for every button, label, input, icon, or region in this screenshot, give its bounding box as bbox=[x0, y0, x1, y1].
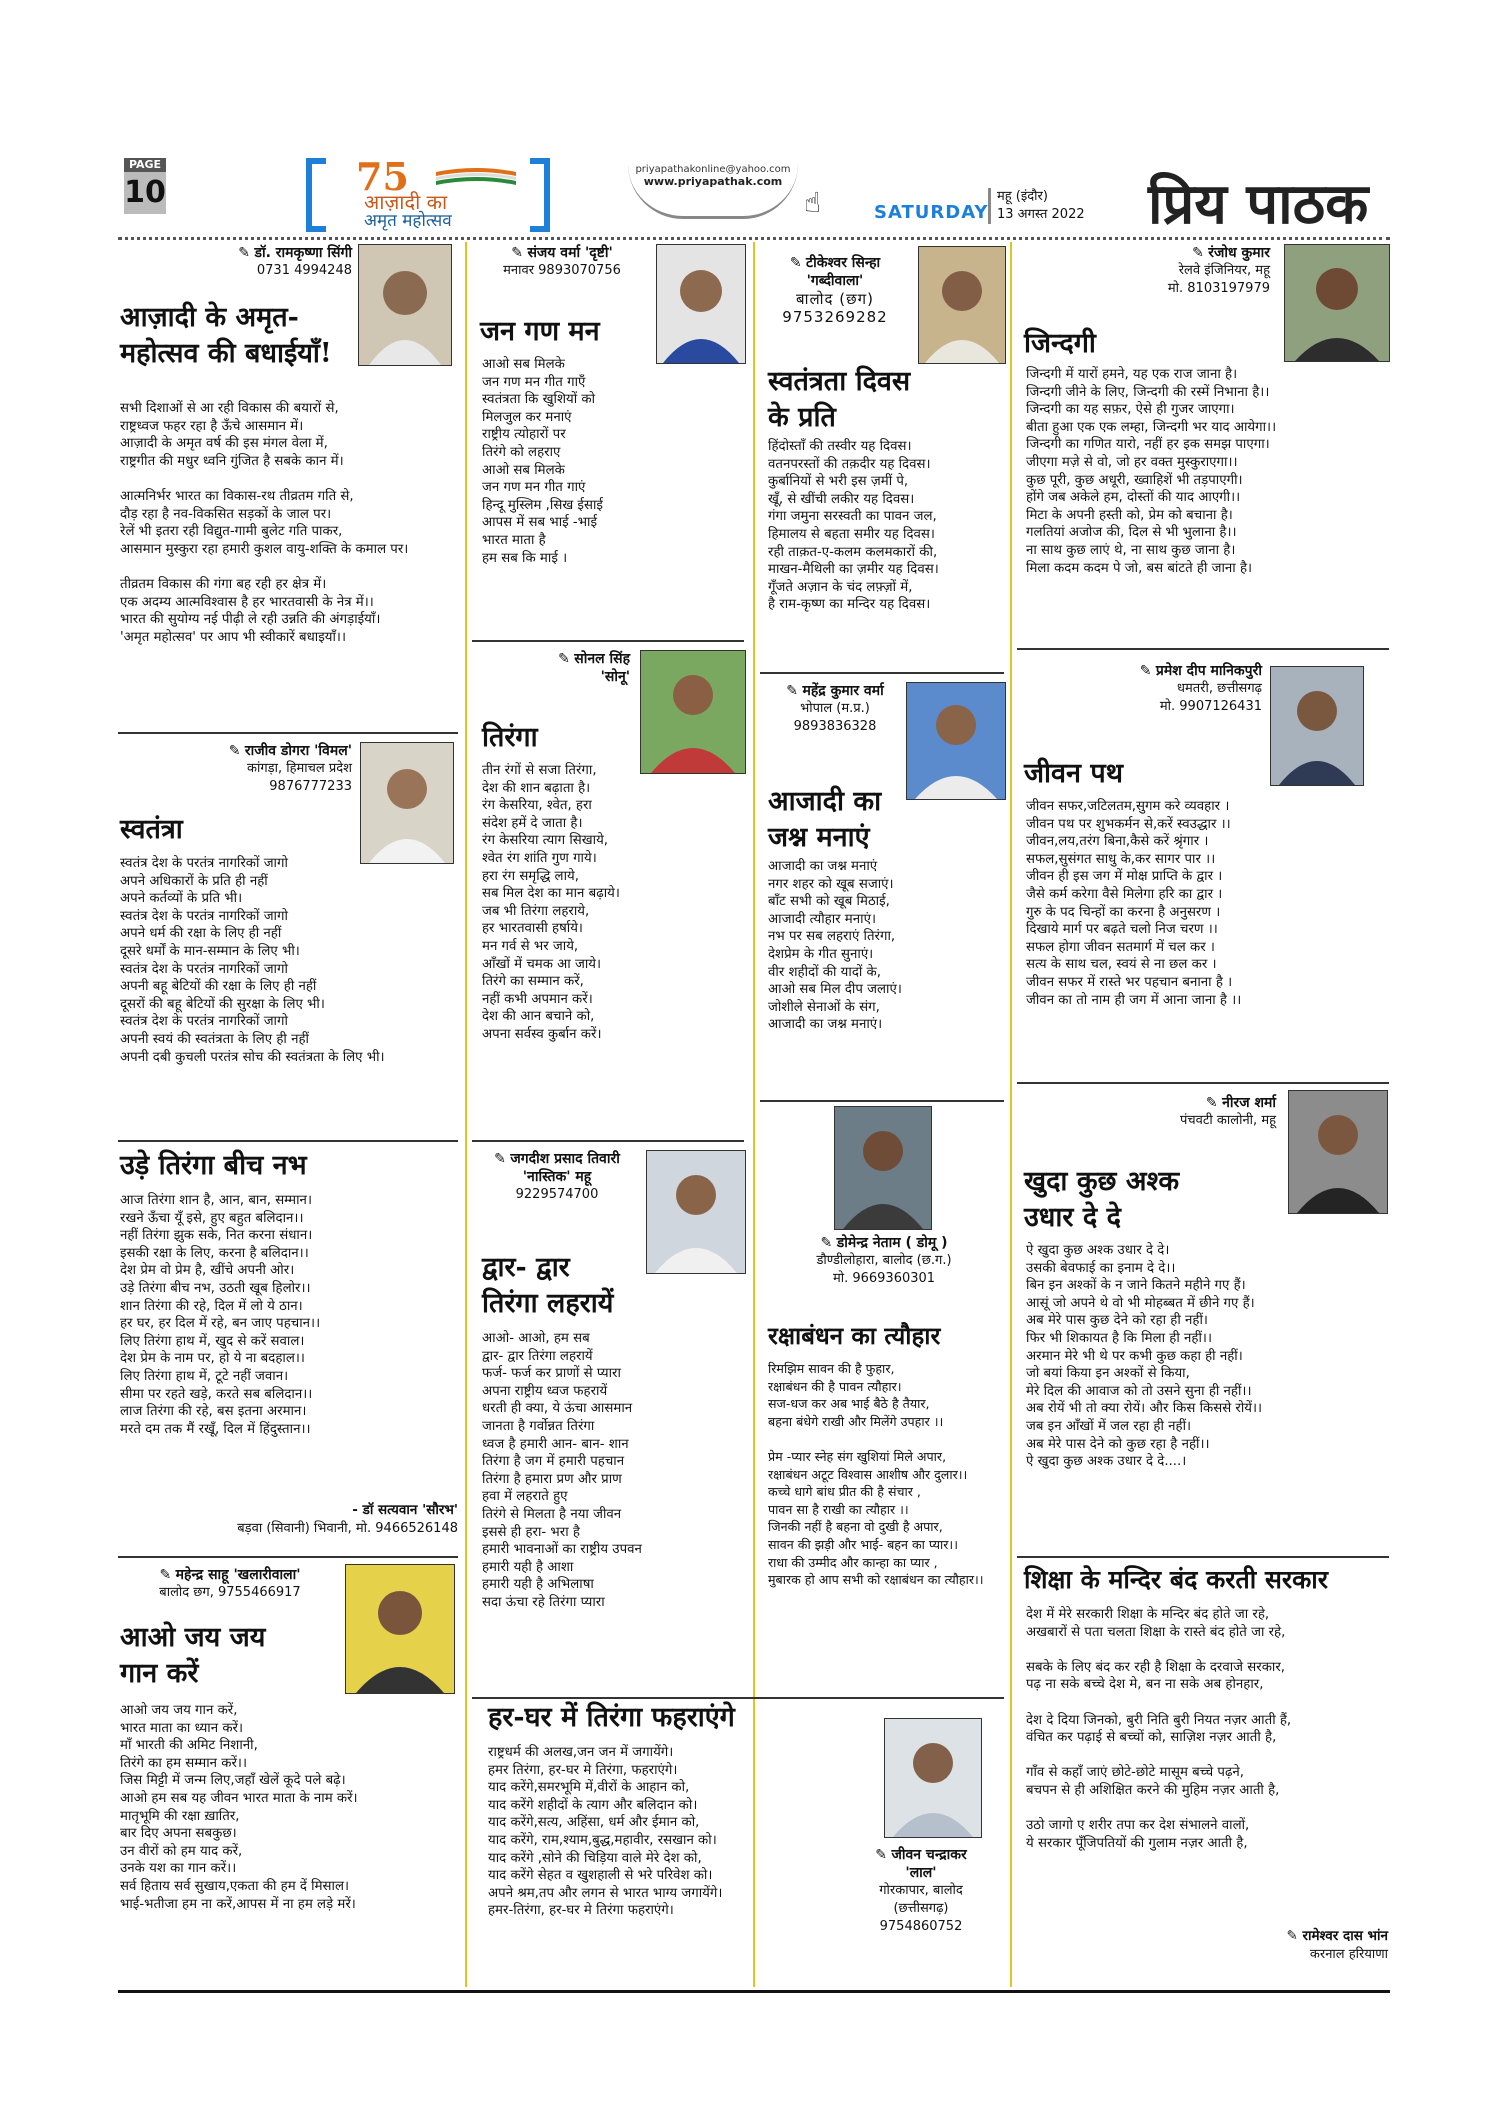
article-body: आओ जय जय गान करें, भारत माता का ध्यान करें। माँ भारती की अमिट निशानी, तिरंगे का हम सम्मान करें।। जिस मिट्टी में जन्म लिए,जहाँ खेलें कूदे पले बढ़े। आओ हम सब यह जीवन भारत माता के नाम करें। मातृभूमि की रक्षा ख़ातिर, बार दिए अपना सबकुछ। उन वीरों को हम याद करें, उनके यश का गान करें।। सर्व हिताय सर्व सुखाय,एकता की हम दें मिसाल। भाई-भतीजा हम ना करें,आपस में ना हम लड़े मरें। bbox=[120, 1703, 358, 1912]
article-title: उड़े तिरंगा बीच नभ bbox=[120, 1150, 307, 1181]
author-meta: डौण्डीलोहारा, बालोद (छ.ग.) मो. 9669360301 bbox=[816, 1253, 952, 1286]
article-author-block bbox=[1020, 244, 1270, 298]
article-title: हर-घर में तिरंगा फहराएंगे bbox=[488, 1702, 735, 1733]
pen-icon: ✎ bbox=[875, 1847, 892, 1863]
article-title: शिक्षा के मन्दिर बंद करती सरकार bbox=[1024, 1565, 1328, 1594]
page-number: 10 bbox=[124, 172, 166, 214]
author-name: डॉ. रामकृष्णा सिंगी bbox=[254, 245, 352, 261]
article-divider bbox=[1017, 1082, 1389, 1084]
portrait-placeholder-icon bbox=[1289, 1091, 1387, 1213]
article-title: आज़ादी के अमृत- महोत्सव की बधाईयाँ! bbox=[120, 302, 332, 369]
azadi-number: 75 bbox=[356, 154, 409, 199]
article-body: स्वतंत्र देश के परतंत्र नागरिकों जागो अपने अधिकारों के प्रति ही नहीं अपने कर्तव्यों के प्रति भी। स्वतंत्र देश के परतंत्र नागरिकों जागो अपने धर्म की रक्षा के लिए ही नहीं दूसरे धर्मों के मान-सम्मान के लिए भी। स्वतंत्र देश के परतंत्र नागरिकों जागो अपनी बहू बेटियों की रक्षा के लिए ही नहीं दूसरों की बहू बेटियों की सुरक्षा के लिए भी। स्वतंत्र देश के परतंत्र नागरिकों जागो अपनी स्वयं की स्वतंत्रता के लिए ही नहीं अपनी दबी कुचली परतंत्र सोच की स्वतंत्रता के लिए भी। bbox=[120, 856, 385, 1065]
article-body: आओ सब मिलके जन गण मन गीत गाएँ स्वतंत्रता कि खुशियों को मिलजुल कर मनाएं राष्ट्रीय त्योहारों पर तिरंगे को लहराए आओ सब मिलके जन गण मन गीत गाएं हिन्दू मुस्लिम ,सिख ईसाई आपस में सब भाई -भाई भारत माता है हम सब कि माई । bbox=[482, 357, 603, 566]
article-body: सभी दिशाओं से आ रही विकास की बयारों से, राष्ट्रध्वज फहर रहा है ऊँचे आसमान में। आज़ादी के अमृत वर्ष की इस मंगल वेला में, राष्ट्रगीत की मधुर ध्वनि गुंजित है सबके कान में। आत्मनिर्भर भारत का विकास-रथ तीव्रतम गति से, दौड़ रहा है नव-विकसित सड़कों के जाल पर। रेलें भी इतरा रही विद्युत-गामी बुलेट गति पाकर, आसमान मुस्कुरा रहा हमारी कुशल वायु-शक्ति के कमाल पर। तीव्रतम विकास की गंगा बह रही हर क्षेत्र में। एक अदम्य आत्मविश्वास है हर भारतवासी के नेत्र में।। भारत की सुयोग्य नई पीढ़ी ले रही उन्नति की अंगड़ाईयाँ। 'अमृत महोत्सव' पर आप भी स्वीकारें बधाइयाँ।। bbox=[120, 401, 409, 645]
page-label: PAGE bbox=[124, 158, 166, 172]
article-divider bbox=[1017, 648, 1389, 650]
page-bottom-rule bbox=[118, 1990, 1390, 1993]
author-photo bbox=[358, 244, 452, 366]
article-author-block bbox=[120, 1566, 340, 1602]
portrait-placeholder-icon bbox=[346, 1565, 454, 1693]
author-meta: बालोद छग, 9755466917 bbox=[159, 1585, 301, 1600]
portrait-placeholder-icon bbox=[1271, 667, 1363, 785]
author-name: जीवन चन्द्राकर 'लाल' bbox=[891, 1847, 967, 1881]
author-meta: मनावर 9893070756 bbox=[503, 263, 621, 278]
article-author-block bbox=[1022, 662, 1262, 716]
pointing-hand-icon: ☝ bbox=[804, 186, 822, 219]
article-title: स्वतंत्रा bbox=[120, 814, 183, 845]
pen-icon: ✎ bbox=[820, 1235, 837, 1251]
date-label: 13 अगस्त 2022 bbox=[997, 207, 1085, 222]
author-name: महेन्द्र साहू 'खलारीवाला' bbox=[175, 1567, 301, 1583]
author-name: रंजोध कुमार bbox=[1208, 245, 1270, 261]
author-photo bbox=[345, 1564, 455, 1694]
author-photo bbox=[1284, 244, 1390, 362]
author-meta: कांगड़ा, हिमाचल प्रदेश 9876777233 bbox=[246, 761, 352, 794]
azadi-line2: अमृत महोत्सव bbox=[364, 211, 452, 231]
author-name: डोमेन्द्र नेताम ( डोमू ) bbox=[836, 1235, 948, 1251]
dateline bbox=[988, 188, 1085, 224]
article-author-block bbox=[760, 254, 910, 326]
author-meta: 9229574700 bbox=[515, 1187, 599, 1202]
pen-icon: ✎ bbox=[494, 1151, 511, 1167]
author-name: सोनल सिंह 'सोनू' bbox=[574, 651, 630, 685]
article-title: आओ जय जय गान करें bbox=[120, 1622, 266, 1689]
article-author-block bbox=[760, 682, 910, 736]
article-body: आज तिरंगा शान है, आन, बान, सम्मान। रखने ऊँचा यूँ इसे, हुए बहुत बलिदान।। नहीं तिरंगा झुक सके, नित करना संधान। इसकी रक्षा के लिए, करना है बलिदान।। देश प्रेम वो प्रेम है, खींचे अपनी ओर। उड़े तिरंगा बीच नभ, उठती खूब हिलोर।। शान तिरंगा की रहे, दिल में लो ये ठान। हर घर, हर दिल में रहे, बन जाए पहचान।। लिए तिरंगा हाथ में, खुद से करें सवाल। देश प्रेम के नाम पर, हो ये ना बदहाल।। लिए तिरंगा हाथ में, टूटे नहीं जवान। सीमा पर रहते खड़े, करते सब बलिदान।। लाज तिरंगा की रहे, बस इतना अरमान। मरते दम तक मैं रखूँ, दिल में हिंदुस्तान।। bbox=[120, 1193, 321, 1437]
column-rule bbox=[1010, 242, 1012, 1987]
pen-icon: ✎ bbox=[159, 1567, 176, 1583]
article-divider bbox=[472, 1140, 744, 1142]
pen-icon: ✎ bbox=[1205, 1095, 1223, 1111]
flag-ribbon-icon bbox=[436, 168, 516, 186]
portrait-placeholder-icon bbox=[657, 245, 745, 363]
article-title: तिरंगा bbox=[482, 722, 538, 753]
article-title: खुदा कुछ अश्क उधार दे दे bbox=[1024, 1166, 1180, 1233]
pen-icon: ✎ bbox=[558, 651, 575, 667]
newspaper-brand: प्रिय पाठक bbox=[1148, 171, 1369, 237]
author-photo bbox=[918, 246, 1006, 364]
author-meta: करनाल हरियाणा bbox=[1309, 1947, 1388, 1962]
pen-icon: ✎ bbox=[789, 255, 807, 271]
article-divider bbox=[472, 640, 744, 642]
pen-icon: ✎ bbox=[1286, 1928, 1303, 1944]
pen-icon: ✎ bbox=[238, 245, 255, 261]
author-name: राजीव डोगरा 'विमल' bbox=[244, 743, 352, 759]
article-body: देश में मेरे सरकारी शिक्षा के मन्दिर बंद होते जा रहे, अखबारों से पता चलता शिक्षा के रास्ते बंद होते जा रहे, सबके के लिए बंद कर रही है शिक्षा के दरवाजे सरकार, पढ़ ना सके बच्चे देश मे, बन ना सके अब होनहार, देश दे दिया जिनको, बुरी निति बुरी नियत नज़र आती हैं, वंचित कर पढ़ाई से बच्चों को, साज़िश नज़र आती है, गाँव से कहाँ जाएं छोटे-छोटे मासूम बच्चे पढ़ने, बचपन से ही अशिक्षित करने की मुहिम नज़र आती है, उठो जागो ए शरीर तपा कर देश संभालने वालों, ये सरकार पूँजिपतियों की गुलाम नज़र आती है, bbox=[1026, 1607, 1292, 1851]
article-title: आजादी का जश्न मनाएं bbox=[768, 786, 882, 853]
day-label: SATURDAY bbox=[874, 202, 989, 223]
author-photo bbox=[834, 1106, 932, 1230]
author-name: जगदीश प्रसाद तिवारी 'नास्तिक' महू bbox=[510, 1151, 620, 1185]
author-meta: रेलवे इंजिनियर, महू मो. 8103197979 bbox=[1167, 263, 1270, 296]
azadi-line1: आज़ादी का bbox=[364, 190, 448, 214]
article-divider bbox=[472, 1697, 1004, 1699]
article-body: राष्ट्रधर्म की अलख,जन जन में जगायेंगे। हमर तिरंगा, हर-घर मे तिरंगा, फहराएंगे। याद करेंगे,समरभूमि में,वीरों के आहान को, याद करेंगे शहीदों के त्याग और बलिदान को। याद करेंगे,सत्य, अहिंसा, धर्म और ईमान को, याद करेंगे, राम,श्याम,बुद्ध,महावीर, रसखान को। याद करेंगे ,सोने की चिड़िया वाले मेरे देश को, याद करेंगे सेहत व खुशहाली से भरे परिवेश को। अपने श्रम,तप और लगन से भारत भाग्य जगायेंगे। हमर-तिरंगा, हर-घर मे तिरंगा फहराएंगे। bbox=[488, 1745, 723, 1919]
author-meta: 0731 4994248 bbox=[256, 263, 352, 278]
article-title: जिन्दगी bbox=[1024, 328, 1096, 359]
article-author-block bbox=[480, 650, 630, 686]
author-name: संजय वर्मा 'दृष्टी' bbox=[527, 245, 613, 261]
azadi-amrit-mahotsav-logo bbox=[356, 154, 516, 231]
portrait-placeholder-icon bbox=[885, 1719, 981, 1837]
article-author-block bbox=[120, 244, 352, 280]
article-body: हिंदोस्ताँ की तस्वीर यह दिवस। वतनपरस्तों की तक़दीर यह दिवस। कुर्बानियों से भरी इस ज़मीं पे, खूँ, से खींची लकीर यह दिवस। गंगा जमुना सरस्वती का पावन जल, हिमालय से बहता समीर यह दिवस। रही ताक़त-ए-कलम कलमकारों की, माखन-मैथिली का ज़मीर यह दिवस। गूँजते अज़ान के चंद लफ़्ज़ों में, है राम-कृष्ण का मन्दिर यह दिवस। bbox=[768, 439, 939, 613]
article-divider bbox=[760, 1100, 1004, 1102]
author-meta: बड़वा (सिवानी) भिवानी, मो. 9466526148 bbox=[237, 1521, 458, 1536]
article-author-block bbox=[1022, 1094, 1276, 1130]
author-name: रामेश्वर दास भांन bbox=[1302, 1928, 1388, 1944]
portrait-placeholder-icon bbox=[1285, 245, 1389, 361]
article-divider bbox=[118, 1556, 458, 1558]
article-body: तीन रंगों से सजा तिरंगा, देश की शान बढ़ाता है। रंग केसरिया, श्वेत, हरा संदेश हमें दे जाता है। रंग केसरिया त्याग सिखाये, श्वेत रंग शांति गुण गाये। हरा रंग समृद्धि लाये, सब मिल देश का मान बढ़ाये। जब भी तिरंगा लहराये, हर भारतवासी हर्षाये। मन गर्व से भर जाये, आँखों में चमक आ जाये। तिरंगे का सम्मान करें, नहीं कभी अपमान करें। देश की आन बचाने को, अपना सर्वस्व कुर्बान करें। bbox=[482, 763, 620, 1042]
article-author-block bbox=[762, 1234, 1006, 1288]
article-body: आजादी का जश्न मनाएं नगर शहर को खूब सजाएं। बाँट सभी को खूब मिठाई, आजादी त्यौहार मनाएं। नभ पर सब लहराएं तिरंगा, देशप्रेम के गीत सुनाएं। वीर शहीदों की यादों के, आओ सब मिल दीप जलाएं। जोशीले सेनाओं के संग, आजादी का जश्न मनाएं। bbox=[768, 859, 902, 1033]
city-label: महू (इंदौर) bbox=[997, 189, 1048, 204]
pen-icon: ✎ bbox=[228, 743, 245, 759]
article-body: ऐ खुदा कुछ अश्क उधार दे दे। उसकी बेवफाई का इनाम दे दे।। बिन इन अश्कों के न जाने कितने महीने गए हैं। आसूं जो अपने थे वो भी मोहब्बत में छीने गए हैं। अब मेरे पास कुछ देने को रहा ही नहीं। फिर भी शिकायत है कि मिला ही नहीं।। अरमान मेरे भी थे पर कभी कुछ कहा ही नहीं। जो बयां किया इन अश्कों से किया, मेरे दिल की आवाज को तो उसने सुना ही नहीं।। अब रोयें भी तो क्या रोयें। और किस किससे रोयें।। जब इन आँखों में जल रहा ही नहीं। अब मेरे पास देने को कुछ रहा है नहीं।। ऐ खुदा कुछ अश्क उधार दे दे....। bbox=[1026, 1243, 1263, 1470]
bracket-right-decoration bbox=[530, 158, 550, 232]
author-photo bbox=[656, 244, 746, 364]
author-name: नीरज शर्मा bbox=[1222, 1095, 1276, 1111]
portrait-placeholder-icon bbox=[919, 247, 1005, 363]
author-photo bbox=[640, 650, 746, 774]
website-link[interactable]: www.priyapathak.com bbox=[643, 175, 783, 188]
article-author-block bbox=[836, 1846, 1006, 1936]
author-meta: पंचवटी कालोनी, महू bbox=[1180, 1113, 1276, 1128]
author-meta: धमतरी, छत्तीसगढ़ मो. 9907126431 bbox=[1159, 681, 1262, 714]
article-author-block bbox=[472, 1150, 642, 1204]
article-author-block bbox=[120, 742, 352, 796]
portrait-placeholder-icon bbox=[361, 743, 453, 863]
author-name: प्रमेश दीप मानिकपुरी bbox=[1155, 663, 1262, 679]
author-photo bbox=[906, 682, 1006, 800]
portrait-placeholder-icon bbox=[907, 683, 1005, 799]
column-rule bbox=[465, 242, 467, 1987]
contact-block bbox=[628, 164, 798, 219]
article-divider bbox=[1017, 1556, 1389, 1558]
pen-icon: ✎ bbox=[786, 683, 803, 699]
pen-icon: ✎ bbox=[1192, 245, 1209, 261]
article-title: स्वतंत्रता दिवस के प्रति bbox=[768, 366, 911, 433]
header-divider bbox=[118, 237, 1390, 240]
author-meta: बालोद (छग) 9753269282 bbox=[782, 290, 888, 326]
portrait-placeholder-icon bbox=[359, 245, 451, 365]
author-name: महेंद्र कुमार वर्मा bbox=[802, 683, 884, 699]
portrait-placeholder-icon bbox=[641, 651, 745, 773]
author-photo bbox=[884, 1718, 982, 1838]
author-name: टीकेश्वर सिन्हा 'गब्दीवाला' bbox=[806, 255, 881, 289]
article-body: जिन्दगी में यारों हमने, यह एक राज जाना है। जिन्दगी जीने के लिए, जिन्दगी की रस्में निभाना है।। जिन्दगी का यह सफ़र, ऐसे ही गुजर जाएगा। बीता हुआ एक एक लम्हा, जिन्दगी भर याद आयेगा।। जिन्दगी का गणित यारो, नहीं हर इक समझ पाएगा। जीएगा मज़े से वो, जो हर वक्त मुस्कुराएगा।। कुछ पूरी, कुछ अधूरी, ख्वाहिशें भी तड़पाएगी। होंगे जब अकेले हम, दोस्तों की याद आएगी।। मिटा के अपनी हस्ती को, प्रेम को बचाना है। गलतियां अजोज की, दिल से भी भुलाना है।। ना साथ कुछ लाएं थे, ना साथ कुछ जाना है। मिला कदम कदम पे जो, बस बांटते ही जाना है। bbox=[1026, 367, 1277, 576]
article-body: रिमझिम सावन की है फुहार, रक्षाबंधन की है पावन त्यौहार। सज-धज कर अब भाई बैठे है तैयार, बहना बंधेगे राखी और मिलेंगे उपहार ।। प्रेम -प्यार स्नेह संग खुशियां मिले अपार, रक्षाबंधन अटूट विश्वास आशीष और दुलार।। कच्चे धागे बांध प्रीत की है संचार , पावन सा है राखी का त्यौहार ।। जिनकी नहीं है बहना वो दुखी है अपार, सावन की झड़ी और भाई- बहन का प्यार।। राधा की उम्मीद और कान्हा का प्यार , मुबारक हो आप सभी को रक्षाबंधन का त्यौहार।। bbox=[768, 1361, 984, 1588]
article-author-block bbox=[472, 244, 652, 280]
author-meta: भोपाल (म.प्र.) 9893836328 bbox=[793, 701, 877, 734]
article-body: आओ- आओ, हम सब द्वार- द्वार तिरंगा लहरायें फर्ज- फर्ज कर प्राणों से प्यारा अपना राष्ट्रीय ध्वज फहरायें धरती ही क्या, ये ऊंचा आसमान जानता है गर्वोन्नत तिरंगा ध्वज है हमारी आन- बान- शान तिरंगा है जग में हमारी पहचान तिरंगा है हमारा प्रण और प्राण हवा में लहराते हुए तिरंगे से मिलता है नया जीवन इससे ही हरा- भरा है हमारी भावनाओं का राष्ट्रीय उपवन हमारी यही है आशा हमारी यही है अभिलाषा सदा ऊंचा रहे तिरंगा प्यारा bbox=[482, 1331, 642, 1610]
page-tag bbox=[124, 158, 166, 214]
article-divider bbox=[760, 672, 1004, 674]
author-photo bbox=[1270, 666, 1364, 786]
pen-icon: ✎ bbox=[511, 245, 528, 261]
article-divider bbox=[118, 1140, 458, 1142]
masthead bbox=[118, 150, 1390, 240]
bracket-left-decoration bbox=[306, 158, 326, 232]
article-divider bbox=[118, 732, 458, 734]
author-photo bbox=[1288, 1090, 1388, 1214]
author-name: - डॉ सत्यवान 'सौरभ' bbox=[352, 1502, 458, 1518]
email-text[interactable]: priyapathakonline@yahoo.com bbox=[635, 164, 791, 175]
article-title: जन गण मन bbox=[480, 316, 600, 347]
author-meta: गोरकापार, बालोद (छत्तीसगढ़) 9754860752 bbox=[879, 1883, 963, 1934]
article-title: रक्षाबंधन का त्यौहार bbox=[768, 1321, 941, 1350]
article-title: जीवन पथ bbox=[1024, 758, 1124, 789]
portrait-placeholder-icon bbox=[835, 1107, 931, 1229]
article-body: जीवन सफर,जटिलतम,सुगम करे व्यवहार । जीवन पथ पर शुभकर्मन से,करें स्वउद्धार ।। जीवन,लय,तरंग बिना,कैसे करें श्रृंगार । सफल,सुसंगत साधु के,कर सागर पार ।। जीवन ही इस जग में मोक्ष प्राप्ति के द्वार । जैसे कर्म करेगा वैसे मिलेगा हरि का द्वार । गुरु के पद चिन्हों का करना है अनुसरण । दिखाये मार्ग पर बढ़ते चलो निज चरण ।। सफल होगा जीवन सतमार्ग में चल कर । सत्य के साथ चल, स्वयं से ना छल कर । जीवन सफर में रास्ते भर पहचान बनाना है । जीवन का तो नाम ही जग में आना जाना है ।। bbox=[1026, 799, 1242, 1008]
author-photo bbox=[360, 742, 454, 864]
pen-icon: ✎ bbox=[1139, 663, 1156, 679]
article-title: द्वार- द्वार तिरंगा लहरायें bbox=[482, 1252, 614, 1319]
